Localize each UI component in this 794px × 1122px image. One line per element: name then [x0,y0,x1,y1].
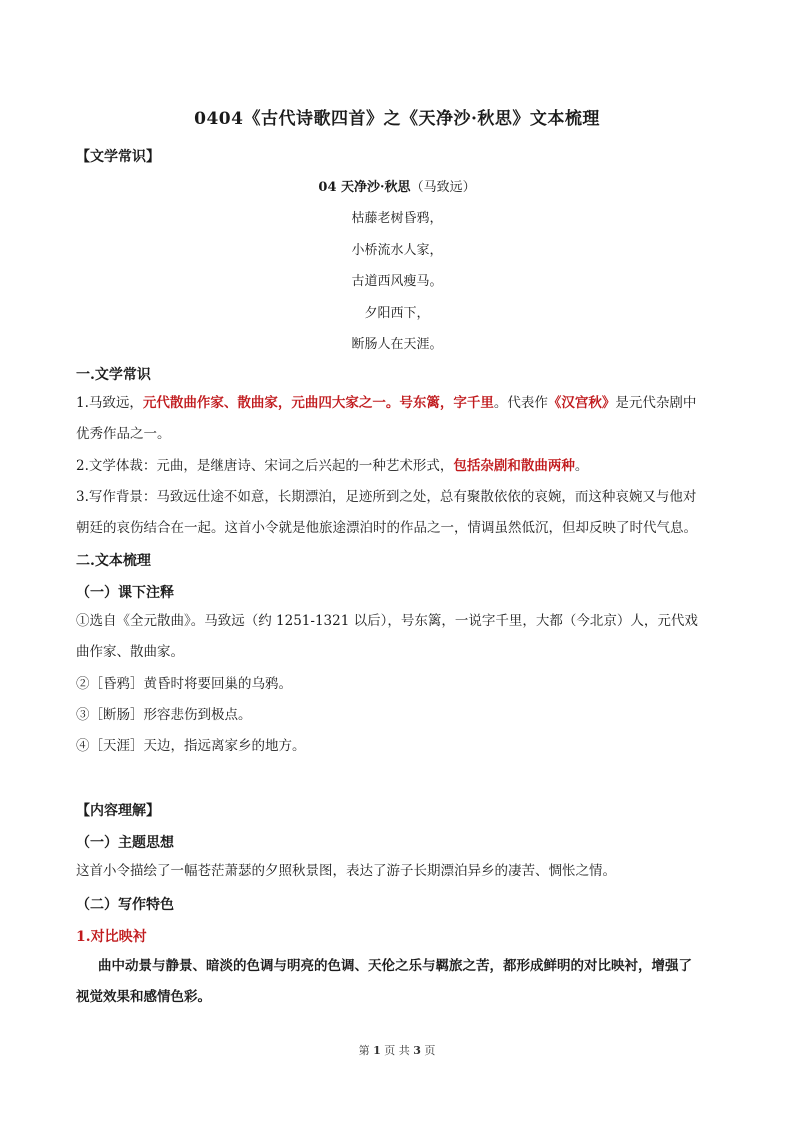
feature1-title: 1.对比映衬 [76,929,147,945]
note-line: 曲作家、散曲家。 [76,644,184,660]
note-line: ①选自《全元散曲》。马致远（约 1251-1321 以后），号东篱，一说字千里，大都（今北京）人，元代戏 [76,613,698,629]
item2-text: 。 [574,458,589,474]
item2-highlight: 包括杂剧和散曲两种 [453,458,575,474]
notes-subheading: （一）课下注释 [76,585,174,601]
lit-item-3 [76,482,726,544]
poem-heading [0,176,794,195]
page-footer [0,1042,794,1058]
poem-line: 枯藤老树昏鸦， [351,211,443,226]
features-subheading: （二）写作特色 [76,897,174,913]
note-4: ④［天涯］天边，指远离家乡的地方。 [76,738,306,754]
feature1-line: 视觉效果和感情色彩。 [76,989,211,1005]
theme-subheading: （一）主题思想 [76,835,174,851]
understanding-header: 【内容理解】 [76,803,160,819]
footer-total-pages: 3 [413,1044,421,1057]
feature1-line: 曲中动景与静景、暗淡的色调与明亮的色调、天伦之乐与羁旅之苦，都形成鲜明的对比映衬，增强了 [98,958,692,974]
poem-line: 古道西风瘦马。 [351,274,443,289]
note-3: ③［断肠］形容悲伤到极点。 [76,707,252,723]
item3-line: 3.写作背景：马致远仕途不如意，长期漂泊，足迹所到之处，总有聚散依依的哀婉，而这种哀婉又与他对 [76,489,697,505]
footer-page-number: 1 [373,1044,381,1057]
lit-header: 【文学常识】 [76,149,160,165]
poem-line: 夕阳西下， [364,306,430,321]
item1-text: 。代表作 [493,395,548,411]
poem-title: 04 天净沙·秋思 [318,180,411,195]
footer-text: 第 [358,1044,370,1057]
footer-text: 页 [424,1044,436,1057]
footer-text: 页 共 [384,1044,410,1057]
page-title: 0404《古代诗歌四首》之《天净沙·秋思》文本梳理 [194,109,600,129]
note-1 [76,606,726,668]
item2-text: 2.文学体裁：元曲，是继唐诗、宋词之后兴起的一种艺术形式， [76,458,454,474]
section2-heading: 二.文本梳理 [76,553,151,569]
item1-text: 优秀作品之一。 [76,426,171,442]
poem-line: 小桥流水人家， [351,243,443,258]
lit-item-1 [76,388,726,450]
feature1-text [76,951,726,1013]
item1-highlight-work: 《汉宫秋》 [547,395,616,411]
item1-text: 是元代杂剧中 [615,395,697,411]
note-2: ②［昏鸦］黄昏时将要回巢的乌鸦。 [76,676,292,692]
poem-author: （马致远） [410,180,476,195]
item1-highlight: 元代散曲作家、散曲家，元曲四大家之一。号东篱，字千里 [142,395,494,411]
poem-line: 断肠人在天涯。 [351,337,443,352]
item1-text: 1.马致远， [76,395,143,411]
lit-item-2 [76,451,726,482]
theme-text: 这首小令描绘了一幅苍茫萧瑟的夕照秋景图，表达了游子长期漂泊异乡的凄苦、惆怅之情。 [76,863,616,879]
item3-line: 朝廷的哀伤结合在一起。这首小令就是他旅途漂泊时的作品之一，情调虽然低沉，但却反映了时代气息。 [76,520,697,536]
section1-heading: 一.文学常识 [76,367,151,383]
